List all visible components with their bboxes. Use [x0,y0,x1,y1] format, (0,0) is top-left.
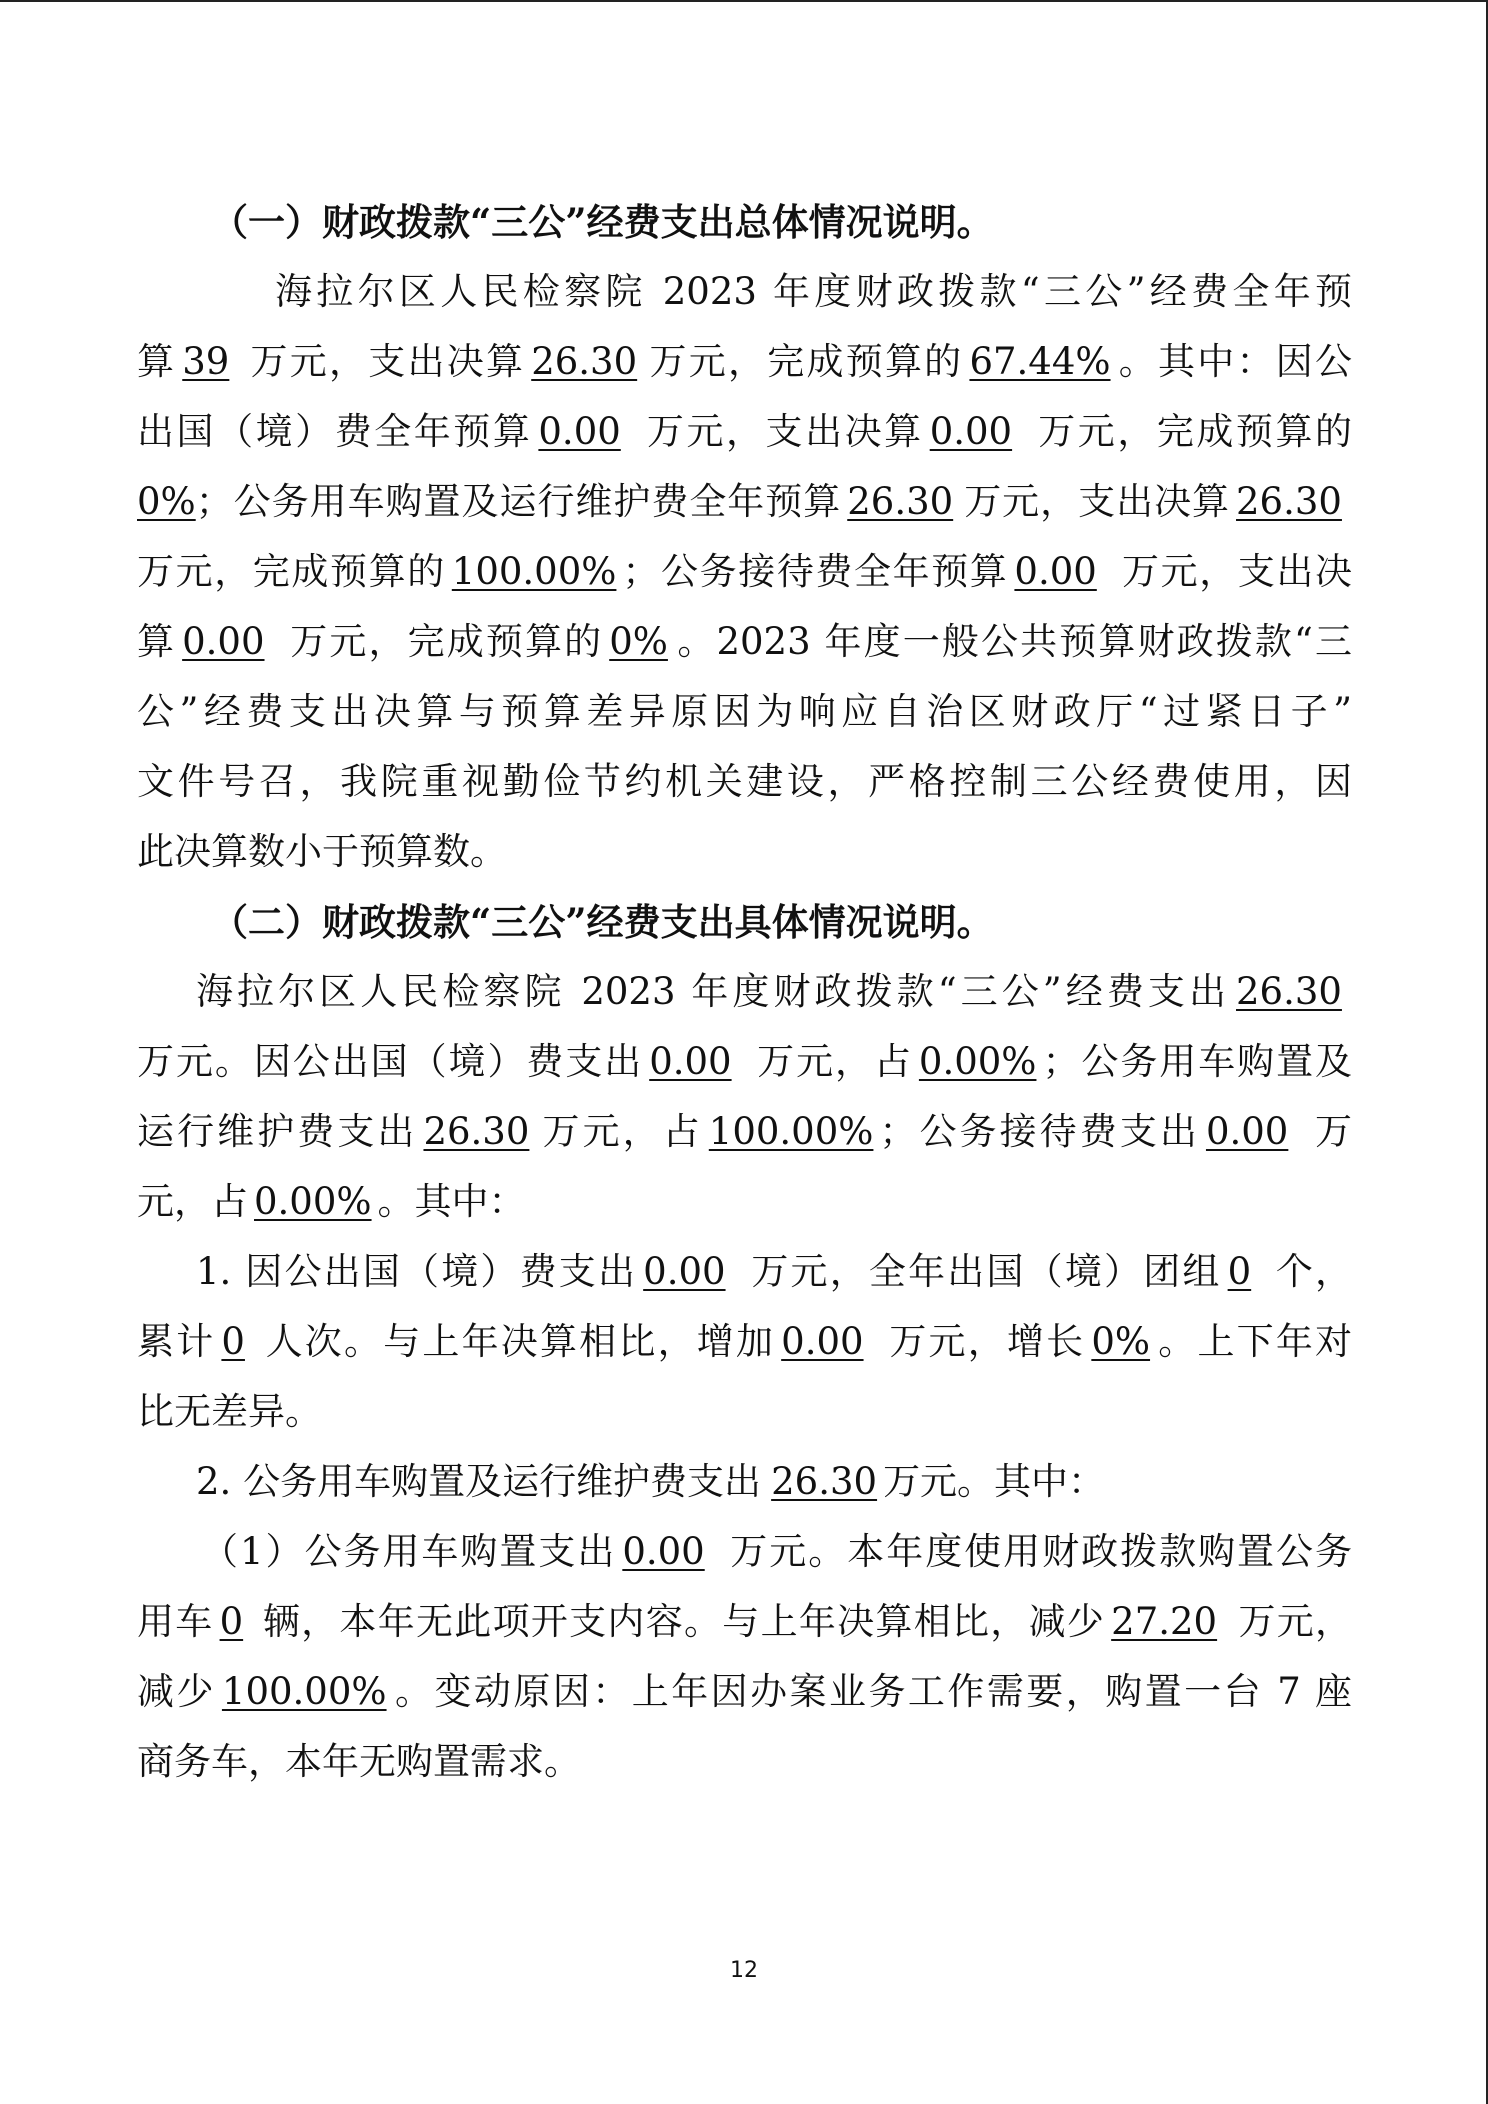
underlined-value: 0 [221,1320,245,1363]
underlined-value: 67.44% [969,340,1111,383]
text-run: 个， [1273,1250,1352,1293]
paragraph-line [137,957,1352,1027]
text-run: ；公务用车购置及运行维护费全年预算 [195,480,842,523]
text-run: 元，占 [137,1180,248,1223]
text-run: 万元，完成预算的 [1035,410,1352,453]
text-run: 万元，全年出国（境）团组 [749,1250,1222,1293]
underlined-value: 0.00 [649,1040,732,1083]
underlined-value: 0% [1091,1320,1151,1363]
text-run: 2. 公务用车购置及运行维护费支出 [196,1460,762,1503]
underlined-value: 0.00 [929,410,1013,453]
paragraph-line [137,1517,1352,1587]
text-run: 万元，增长 [887,1320,1086,1363]
text-run: 运行维护费支出 [137,1110,418,1153]
paragraph-line [137,397,1352,467]
underlined-value: 26.30 [1236,480,1342,523]
text-run: 万元，完成预算的 [647,340,964,383]
underlined-value: 100.00% [221,1670,387,1713]
underlined-value: 26.30 [1236,970,1342,1013]
text-run: 用车 [137,1600,214,1643]
underlined-value: 0% [609,620,668,663]
section2-heading: （二）财政拨款“三公”经费支出具体情况说明。 [211,900,994,944]
text-run: ；公务接待费支出 [879,1110,1200,1153]
text-run: 减少 [137,1670,216,1713]
paragraph-line [137,257,1352,327]
text-run: 算 [137,340,177,383]
text-run: ；公务接待费全年预算 [622,550,1009,593]
text-run: 。上下年对 [1156,1320,1352,1363]
section1-heading: （一）财政拨款“三公”经费支出总体情况说明。 [211,200,994,244]
paragraph-line [137,677,1352,747]
text-run: 1. 因公出国（境）费支出 [196,1250,638,1293]
paragraph-line [137,327,1352,397]
underlined-value: 0.00 [643,1250,726,1293]
text-run: （1）公务用车购置支出 [201,1530,617,1573]
underlined-value: 0.00% [254,1180,372,1223]
underlined-value: 0 [219,1600,244,1643]
paragraph-line [137,1657,1352,1727]
underlined-value: 0.00 [182,620,265,663]
underlined-value: 0% [137,480,196,523]
underlined-value: 27.20 [1111,1600,1218,1643]
document-body [137,187,1352,1797]
underlined-value: 0.00 [538,410,621,453]
underlined-value: 26.30 [771,1460,878,1503]
text-run: 辆，本年无此项开支内容。与上年决算相比，减少 [261,1600,1106,1643]
text-run: 海拉尔区人民检察院 2023 年度财政拨款“三公”经费支出 [196,970,1230,1013]
paragraph-line [137,1097,1352,1167]
paragraph-line [137,467,1352,537]
underlined-value: 0 [1227,1250,1252,1293]
text-run: 海拉尔区人民检察院 2023 年度财政拨款“三公”经费全年预 [275,270,1352,313]
underlined-value: 0.00 [622,1530,705,1573]
text-run: 万元。因公出国（境）费支出 [137,1040,644,1083]
text-run: 。变动原因：上年因办案业务工作需要，购置一台 7 座 [392,1670,1352,1713]
text-run: 。2023 年度一般公共预算财政拨款“三 [675,620,1352,663]
paragraph-line [137,817,1352,887]
text-run: 。其中：因公 [1116,340,1352,383]
underlined-value: 26.30 [531,340,638,383]
underlined-value: 0.00 [781,1320,864,1363]
page-number: 12 [730,1958,758,1983]
text-run: 文件号召，我院重视勤俭节约机关建设，严格控制三公经费使用，因 [137,760,1352,803]
text-run: 人次。与上年决算相比，增加 [263,1320,776,1363]
text-run: 算 [137,620,177,663]
underlined-value: 39 [182,340,230,383]
text-run: 万 [1311,1110,1352,1153]
paragraph-line [137,747,1352,817]
text-run: 万元，完成预算的 [137,550,446,593]
text-run: 万元，支出决 [1120,550,1352,593]
underlined-value: 0.00 [1205,1110,1289,1153]
paragraph-line [137,1027,1352,1097]
paragraph-line [137,1167,1352,1237]
paragraph-line [137,1587,1352,1657]
paragraph-line [137,1377,1352,1447]
paragraph-line [137,1237,1352,1307]
text-run: 万元，占 [755,1040,913,1083]
paragraph-line [137,1447,1352,1517]
text-run: 万元。本年度使用财政拨款购置公务 [728,1530,1352,1573]
text-run: 万元，支出决算 [248,340,526,383]
paragraph-line [137,1307,1352,1377]
underlined-value: 26.30 [847,480,954,523]
text-run: 万元，完成预算的 [288,620,604,663]
text-run: 万元，支出决算 [644,410,924,453]
text-run: 累计 [137,1320,216,1363]
underlined-value: 100.00% [451,550,617,593]
text-run: 万元， [1237,1600,1352,1643]
text-run: 万元。其中： [883,1460,1106,1503]
paragraph-line [137,537,1352,607]
text-run: 此决算数小于预算数。 [137,830,507,873]
text-run: 万元，支出决算 [963,480,1231,523]
underlined-value: 26.30 [423,1110,530,1153]
paragraph-line [137,607,1352,677]
text-run: 万元，占 [539,1110,703,1153]
text-run: ；公务用车购置及 [1042,1040,1352,1083]
underlined-value: 100.00% [708,1110,874,1153]
paragraph-line [137,1727,1352,1797]
underlined-value: 0.00 [1014,550,1097,593]
text-run: 商务车，本年无购置需求。 [137,1740,581,1783]
text-run: 。其中： [377,1180,526,1223]
text-run: 出国（境）费全年预算 [137,410,533,453]
text-run: 比无差异。 [137,1390,322,1433]
text-run: 公”经费支出决算与预算差异原因为响应自治区财政厅“过紧日子” [137,690,1352,733]
underlined-value: 0.00% [918,1040,1037,1083]
